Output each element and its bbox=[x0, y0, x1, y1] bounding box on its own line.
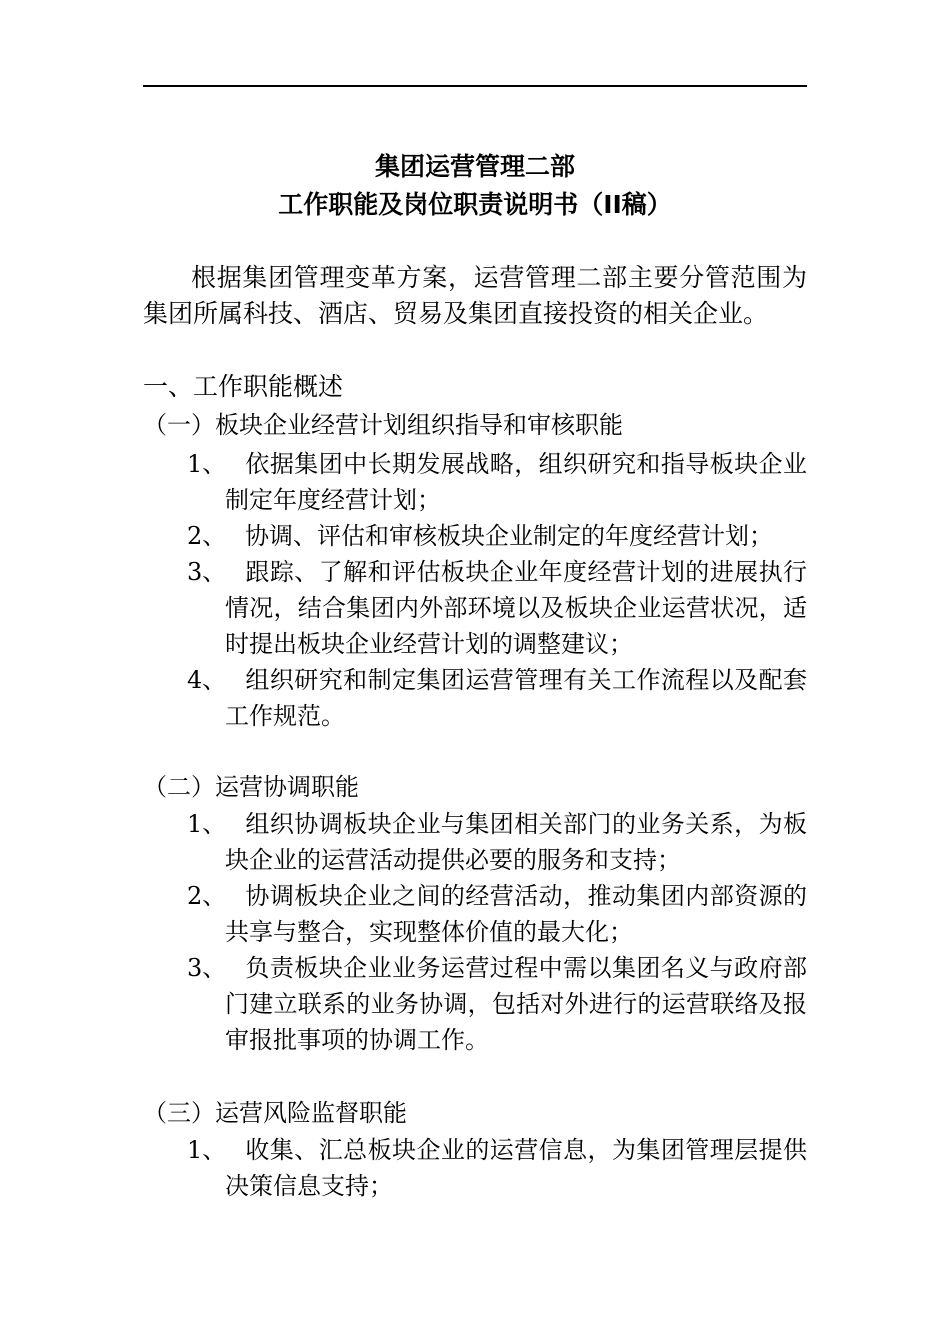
item-number: 2、 bbox=[187, 522, 227, 550]
list-item bbox=[143, 446, 807, 518]
item-number: 2、 bbox=[187, 882, 227, 910]
item-number: 1、 bbox=[187, 810, 227, 838]
item-text: 负责板块企业业务运营过程中需以集团名义与政府部门建立联系的业务协调，包括对外进行的运营联络及报审报批事项的协调工作。 bbox=[225, 954, 807, 1054]
subsection-heading-risk: （三）运营风险监督职能 bbox=[143, 1099, 407, 1127]
section-heading-overview: 一、工作职能概述 bbox=[143, 372, 344, 401]
subsection-heading-coordination: （二）运营协调职能 bbox=[143, 773, 359, 801]
list-item bbox=[143, 662, 807, 734]
list-item bbox=[143, 518, 807, 554]
item-number: 3、 bbox=[187, 558, 227, 586]
item-number: 1、 bbox=[187, 450, 227, 478]
intro-paragraph: 根据集团管理变革方案，运营管理二部主要分管范围为集团所属科技、酒店、贸易及集团直接投资的相关企业。 bbox=[143, 263, 807, 328]
item-text: 依据集团中长期发展战略，组织研究和指导板块企业制定年度经营计划； bbox=[225, 450, 807, 514]
list-item bbox=[143, 950, 807, 1058]
list-item bbox=[143, 554, 807, 662]
doc-title-line1: 集团运营管理二部 bbox=[374, 152, 575, 181]
coordination-list bbox=[143, 806, 807, 1058]
item-number: 3、 bbox=[187, 954, 227, 982]
header-rule bbox=[143, 85, 807, 87]
item-text: 组织研究和制定集团运营管理有关工作流程以及配套工作规范。 bbox=[225, 666, 807, 730]
item-number: 4、 bbox=[187, 666, 227, 694]
list-item bbox=[143, 806, 807, 878]
item-number: 1、 bbox=[187, 1136, 227, 1164]
item-text: 跟踪、了解和评估板块企业年度经营计划的进展执行情况，结合集团内外部环境以及板块企业运营状况，适时提出板块企业经营计划的调整建议； bbox=[225, 558, 807, 658]
list-item bbox=[143, 1132, 807, 1204]
subsection-heading-planning: （一）板块企业经营计划组织指导和审核职能 bbox=[143, 411, 623, 439]
item-text: 协调板块企业之间的经营活动，推动集团内部资源的共享与整合，实现整体价值的最大化； bbox=[225, 882, 807, 946]
doc-title-line2: 工作职能及岗位职责说明书（II稿） bbox=[278, 190, 672, 219]
item-text: 组织协调板块企业与集团相关部门的业务关系，为板块企业的运营活动提供必要的服务和支持； bbox=[225, 810, 807, 874]
risk-list bbox=[143, 1132, 807, 1204]
item-text: 收集、汇总板块企业的运营信息，为集团管理层提供决策信息支持； bbox=[225, 1136, 807, 1200]
planning-list bbox=[143, 446, 807, 734]
list-item bbox=[143, 878, 807, 950]
item-text: 协调、评估和审核板块企业制定的年度经营计划； bbox=[245, 522, 773, 550]
